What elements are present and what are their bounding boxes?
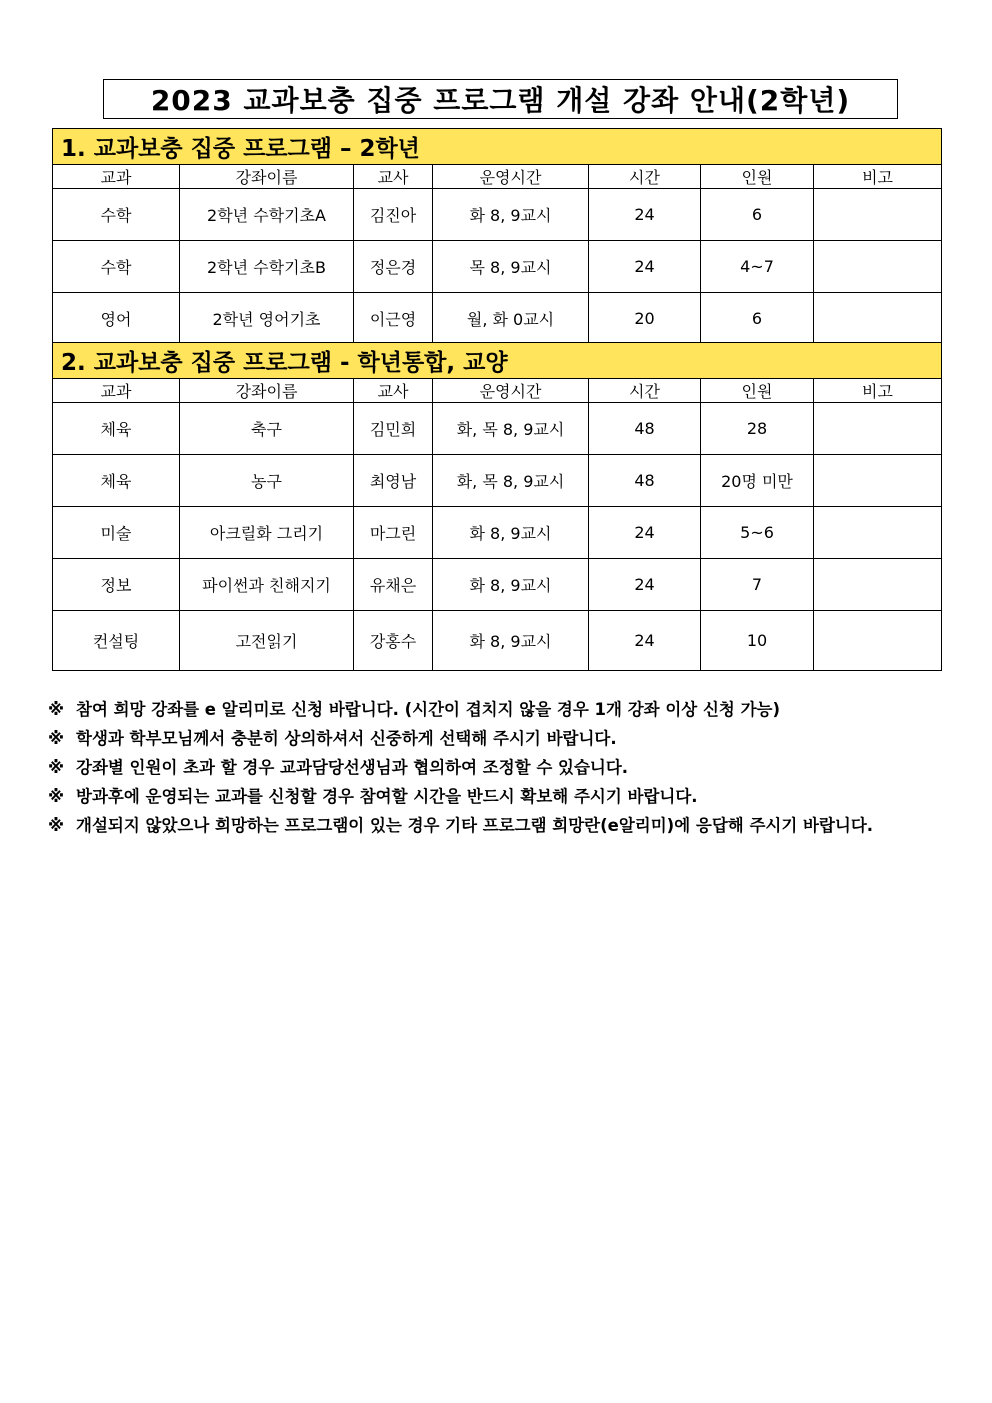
- table-row: [53, 559, 942, 611]
- col-header-capacity: 인원: [701, 165, 814, 189]
- cell-hours: 24: [589, 611, 701, 671]
- reference-mark-icon: ※: [48, 729, 65, 748]
- cell-subject: 영어: [53, 293, 180, 345]
- cell-schedule: 화, 목 8, 9교시: [433, 403, 589, 455]
- cell-schedule: 화 8, 9교시: [433, 611, 589, 671]
- cell-hours: 24: [589, 189, 701, 241]
- cell-hours: 24: [589, 559, 701, 611]
- reference-mark-icon: ※: [48, 700, 65, 719]
- cell-schedule: 화 8, 9교시: [433, 189, 589, 241]
- col-header-teacher: 교사: [354, 165, 433, 189]
- cell-teacher: 이근영: [354, 293, 433, 345]
- col-header-subject: 교과: [53, 379, 180, 403]
- note-item: [48, 724, 946, 753]
- col-header-course: 강좌이름: [180, 165, 354, 189]
- reference-mark-icon: ※: [48, 787, 65, 806]
- note-item: [48, 753, 946, 782]
- cell-course: 2학년 수학기초B: [180, 241, 354, 293]
- table-row: [53, 189, 942, 241]
- note-text: 개설되지 않았으나 희망하는 프로그램이 있는 경우 기타 프로그램 희망란(e알리미)에 응답해 주시기 바랍니다.: [76, 816, 874, 835]
- cell-teacher: 김진아: [354, 189, 433, 241]
- reference-mark-icon: ※: [48, 816, 65, 835]
- table-row: [53, 403, 942, 455]
- note-text: 학생과 학부모님께서 충분히 상의하셔서 신중하게 선택해 주시기 바랍니다.: [76, 729, 617, 748]
- cell-subject: 수학: [53, 189, 180, 241]
- section-1-heading: 1. 교과보충 집중 프로그램 – 2학년: [53, 129, 942, 165]
- cell-hours: 48: [589, 403, 701, 455]
- note-text: 강좌별 인원이 초과 할 경우 교과담당선생님과 협의하여 조정할 수 있습니다.: [76, 758, 629, 777]
- cell-schedule: 화 8, 9교시: [433, 507, 589, 559]
- cell-schedule: 목 8, 9교시: [433, 241, 589, 293]
- notes-list: [48, 695, 946, 840]
- cell-course: 농구: [180, 455, 354, 507]
- cell-teacher: 유채은: [354, 559, 433, 611]
- cell-schedule: 월, 화 0교시: [433, 293, 589, 345]
- cell-schedule: 화, 목 8, 9교시: [433, 455, 589, 507]
- table-row: [53, 611, 942, 671]
- table-section-1: [52, 128, 942, 345]
- cell-course: 2학년 영어기초: [180, 293, 354, 345]
- cell-subject: 수학: [53, 241, 180, 293]
- col-header-hours: 시간: [589, 379, 701, 403]
- note-item: [48, 782, 946, 811]
- cell-remarks: [814, 189, 942, 241]
- col-header-remarks: 비고: [814, 165, 942, 189]
- note-item: [48, 695, 946, 724]
- note-text: 참여 희망 강좌를 e 알리미로 신청 바랍니다. (시간이 겹치지 않을 경우 1개 강좌 이상 신청 가능): [76, 700, 780, 719]
- note-item: [48, 811, 946, 840]
- cell-capacity: 7: [701, 559, 814, 611]
- cell-remarks: [814, 403, 942, 455]
- cell-subject: 체육: [53, 403, 180, 455]
- col-header-subject: 교과: [53, 165, 180, 189]
- cell-capacity: 6: [701, 293, 814, 345]
- col-header-remarks: 비고: [814, 379, 942, 403]
- col-header-schedule: 운영시간: [433, 165, 589, 189]
- cell-course: 2학년 수학기초A: [180, 189, 354, 241]
- col-header-hours: 시간: [589, 165, 701, 189]
- cell-remarks: [814, 241, 942, 293]
- cell-subject: 정보: [53, 559, 180, 611]
- table-row: [53, 455, 942, 507]
- table-header-row: [53, 165, 942, 189]
- reference-mark-icon: ※: [48, 758, 65, 777]
- cell-teacher: 마그린: [354, 507, 433, 559]
- cell-subject: 체육: [53, 455, 180, 507]
- cell-course: 파이썬과 친해지기: [180, 559, 354, 611]
- cell-hours: 24: [589, 241, 701, 293]
- col-header-teacher: 교사: [354, 379, 433, 403]
- cell-teacher: 정은경: [354, 241, 433, 293]
- col-header-capacity: 인원: [701, 379, 814, 403]
- cell-course: 축구: [180, 403, 354, 455]
- cell-course: 고전읽기: [180, 611, 354, 671]
- cell-remarks: [814, 293, 942, 345]
- table-section-2: [52, 342, 942, 671]
- cell-remarks: [814, 455, 942, 507]
- cell-hours: 48: [589, 455, 701, 507]
- table-header-row: [53, 379, 942, 403]
- cell-hours: 24: [589, 507, 701, 559]
- cell-teacher: 강홍수: [354, 611, 433, 671]
- cell-subject: 컨설팅: [53, 611, 180, 671]
- page-title: 2023 교과보충 집중 프로그램 개설 강좌 안내(2학년): [103, 79, 898, 119]
- cell-capacity: 6: [701, 189, 814, 241]
- table-row: [53, 241, 942, 293]
- table-row: [53, 507, 942, 559]
- note-text: 방과후에 운영되는 교과를 신청할 경우 참여할 시간을 반드시 확보해 주시기 바랍니다.: [76, 787, 698, 806]
- cell-teacher: 김민희: [354, 403, 433, 455]
- cell-capacity: 10: [701, 611, 814, 671]
- cell-remarks: [814, 611, 942, 671]
- cell-capacity: 4~7: [701, 241, 814, 293]
- col-header-schedule: 운영시간: [433, 379, 589, 403]
- cell-subject: 미술: [53, 507, 180, 559]
- section-2-heading: 2. 교과보충 집중 프로그램 - 학년통합, 교양: [53, 343, 942, 379]
- cell-remarks: [814, 507, 942, 559]
- cell-remarks: [814, 559, 942, 611]
- cell-capacity: 20명 미만: [701, 455, 814, 507]
- cell-course: 아크릴화 그리기: [180, 507, 354, 559]
- cell-teacher: 최영남: [354, 455, 433, 507]
- cell-schedule: 화 8, 9교시: [433, 559, 589, 611]
- cell-capacity: 5~6: [701, 507, 814, 559]
- cell-hours: 20: [589, 293, 701, 345]
- cell-capacity: 28: [701, 403, 814, 455]
- col-header-course: 강좌이름: [180, 379, 354, 403]
- table-row: [53, 293, 942, 345]
